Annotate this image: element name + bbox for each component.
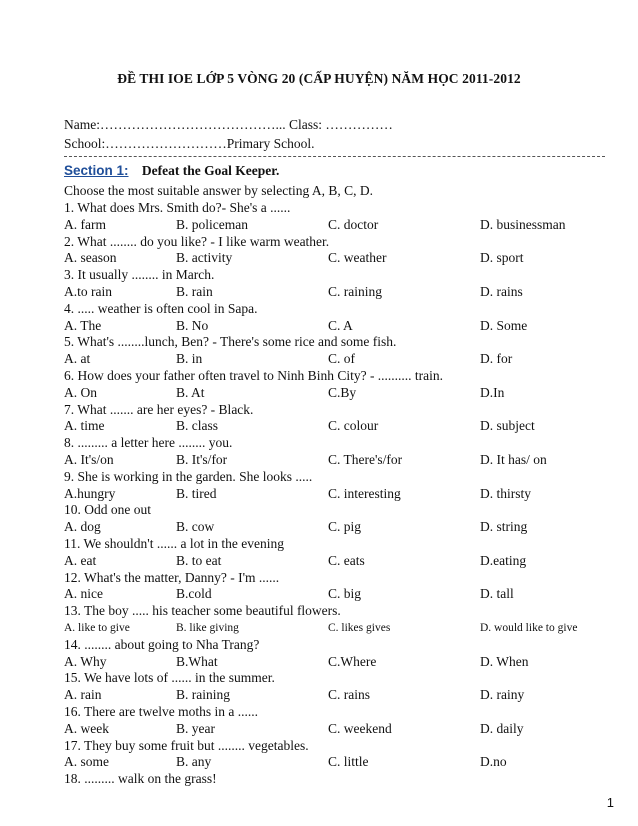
answer-options-row	[64, 385, 624, 402]
question-text: 5. What's ........lunch, Ben? - There's some rice and some fish.	[64, 334, 397, 350]
answer-options-row	[64, 486, 624, 503]
answer-option-a[interactable]: A. nice	[64, 586, 103, 602]
answer-option-a[interactable]: A. eat	[64, 552, 97, 568]
answer-option-c[interactable]: C.Where	[328, 653, 377, 669]
answer-option-d[interactable]: D.In	[480, 384, 505, 400]
section-heading	[64, 163, 279, 179]
answer-option-a[interactable]: A. some	[64, 754, 109, 770]
question-text: 15. We have lots of ...... in the summer.	[64, 670, 275, 686]
answer-option-c[interactable]: C. pig	[328, 519, 362, 535]
instruction-text: Choose the most suitable answer by selecting A, B, C, D.	[64, 183, 373, 198]
answer-options-row	[64, 620, 624, 637]
answer-options-row	[64, 418, 624, 435]
answer-option-b[interactable]: B. It's/for	[176, 451, 228, 467]
section-label: Section 1:	[64, 163, 129, 178]
answer-option-b[interactable]: B.What	[176, 653, 218, 669]
answer-option-d[interactable]: D. daily	[480, 720, 524, 736]
answer-option-d[interactable]: D. subject	[480, 418, 535, 434]
answer-option-d[interactable]: D. Some	[480, 317, 528, 333]
answer-option-c[interactable]: C. colour	[328, 418, 379, 434]
answer-option-b[interactable]: B. year	[176, 720, 215, 736]
question-text: 2. What ........ do you like? - I like warm weather.	[64, 233, 330, 249]
answer-option-d[interactable]: D. It has/ on	[480, 451, 547, 467]
answer-option-a[interactable]: A. On	[64, 384, 97, 400]
answer-options-row	[64, 721, 624, 738]
answer-option-c[interactable]: C. doctor	[328, 216, 379, 232]
answer-option-a[interactable]: A. rain	[64, 687, 102, 703]
answer-options-row	[64, 284, 624, 301]
answer-options-row	[64, 452, 624, 469]
answer-option-a[interactable]: A. Why	[64, 653, 107, 669]
answer-option-b[interactable]: B. activity	[176, 250, 233, 266]
answer-option-c[interactable]: C. weather	[328, 250, 387, 266]
answer-option-c[interactable]: C. big	[328, 586, 362, 602]
answer-option-b[interactable]: B. cow	[176, 519, 215, 535]
answer-options-row	[64, 754, 624, 771]
answer-option-c[interactable]: C. rains	[328, 687, 370, 703]
answer-option-d[interactable]: D. for	[480, 351, 513, 367]
question-text: 10. Odd one out	[64, 502, 151, 518]
answer-option-a[interactable]: A. time	[64, 418, 105, 434]
answer-option-a[interactable]: A. dog	[64, 519, 101, 535]
answer-option-a[interactable]: A. The	[64, 317, 102, 333]
answer-option-a[interactable]: A. week	[64, 720, 109, 736]
answer-option-b[interactable]: B. any	[176, 754, 212, 770]
answer-option-c[interactable]: C. raining	[328, 283, 382, 299]
question-text: 8. ......... a letter here ........ you.	[64, 435, 233, 451]
answer-option-b[interactable]: B. rain	[176, 283, 213, 299]
answer-option-d[interactable]: D. businessman	[480, 216, 566, 232]
answer-option-d[interactable]: D. When	[480, 653, 529, 669]
answer-options-row	[64, 519, 624, 536]
answer-option-a[interactable]: A. like to give	[64, 621, 130, 634]
question-text: 6. How does your father often travel to Ninh Binh City? - .......... train.	[64, 367, 444, 383]
answer-option-a[interactable]: A. at	[64, 351, 91, 367]
answer-option-b[interactable]: B. At	[176, 384, 205, 400]
question-text: 17. They buy some fruit but ........ vegetables.	[64, 737, 309, 753]
answer-option-b[interactable]: B. raining	[176, 687, 230, 703]
name-class-line: Name:…………………………………... Class: ……………	[64, 117, 393, 132]
question-text: 3. It usually ........ in March.	[64, 267, 215, 283]
dashed-divider	[64, 156, 605, 157]
question-text: 14. ........ about going to Nha Trang?	[64, 636, 260, 652]
school-line: School:………………………Primary School.	[64, 136, 315, 151]
question-text: 18. ......... walk on the grass!	[64, 771, 217, 787]
answer-option-b[interactable]: B. policeman	[176, 216, 248, 232]
question-text: 1. What does Mrs. Smith do?- She's a ......	[64, 200, 291, 215]
answer-options-row	[64, 654, 624, 671]
answer-options-row	[64, 250, 624, 267]
answer-option-a[interactable]: A.to rain	[64, 283, 112, 299]
question-list	[64, 200, 624, 788]
answer-option-c[interactable]: C. weekend	[328, 720, 392, 736]
answer-option-c[interactable]: C. A	[328, 317, 353, 333]
question-text: 16. There are twelve moths in a ......	[64, 703, 258, 719]
answer-option-c[interactable]: C. of	[328, 351, 355, 367]
question-text: 7. What ....... are her eyes? - Black.	[64, 401, 254, 417]
question-text: 13. The boy ..... his teacher some beautiful flowers.	[64, 603, 341, 619]
answer-option-c[interactable]: C. likes gives	[328, 621, 391, 634]
answer-option-c[interactable]: C. There's/for	[328, 451, 403, 467]
answer-option-b[interactable]: B. to eat	[176, 552, 222, 568]
answer-option-c[interactable]: C. eats	[328, 552, 365, 568]
answer-option-b[interactable]: B. class	[176, 418, 218, 434]
answer-option-c[interactable]: C. interesting	[328, 485, 401, 501]
exam-title: ĐỀ THI IOE LỚP 5 VÒNG 20 (CẤP HUYỆN) NĂM HỌC 2011-2012	[117, 71, 521, 86]
answer-option-a[interactable]: A. farm	[64, 216, 106, 232]
question-text: 9. She is working in the garden. She looks .....	[64, 468, 313, 484]
question-text: 11. We shouldn't ...... a lot in the evening	[64, 535, 284, 551]
answer-options-row	[64, 217, 624, 234]
question-text: 4. ..... weather is often cool in Sapa.	[64, 300, 258, 316]
answer-option-d[interactable]: D. sport	[480, 250, 524, 266]
question-text: 12. What's the matter, Danny? - I'm ......	[64, 569, 280, 585]
answer-option-d[interactable]: D.eating	[480, 552, 527, 568]
answer-options-row	[64, 553, 624, 570]
answer-options-row	[64, 318, 624, 335]
answer-option-d[interactable]: D. thirsty	[480, 485, 532, 501]
answer-option-c[interactable]: C. little	[328, 754, 369, 770]
answer-options-row	[64, 687, 624, 704]
answer-option-d[interactable]: D. rainy	[480, 687, 525, 703]
answer-option-a[interactable]: A.hungry	[64, 485, 116, 501]
answer-option-d[interactable]: D. string	[480, 519, 528, 535]
answer-option-a[interactable]: A. season	[64, 250, 117, 266]
answer-option-d[interactable]: D. rains	[480, 283, 523, 299]
answer-option-b[interactable]: B. like giving	[176, 621, 239, 634]
answer-option-a[interactable]: A. It's/on	[64, 451, 114, 467]
answer-option-d[interactable]: D. tall	[480, 586, 514, 602]
answer-options-row	[64, 586, 624, 603]
section-title: Defeat the Goal Keeper.	[141, 163, 280, 178]
answer-option-d[interactable]: D. would like to give	[480, 621, 578, 634]
page-number: 1	[606, 795, 614, 810]
answer-option-c[interactable]: C.By	[328, 384, 357, 400]
answer-option-b[interactable]: B. in	[176, 351, 203, 367]
answer-option-b[interactable]: B. tired	[176, 485, 217, 501]
answer-option-d[interactable]: D.no	[480, 754, 507, 770]
answer-option-b[interactable]: B. No	[176, 317, 209, 333]
answer-options-row	[64, 351, 624, 368]
answer-option-b[interactable]: B.cold	[176, 586, 212, 602]
